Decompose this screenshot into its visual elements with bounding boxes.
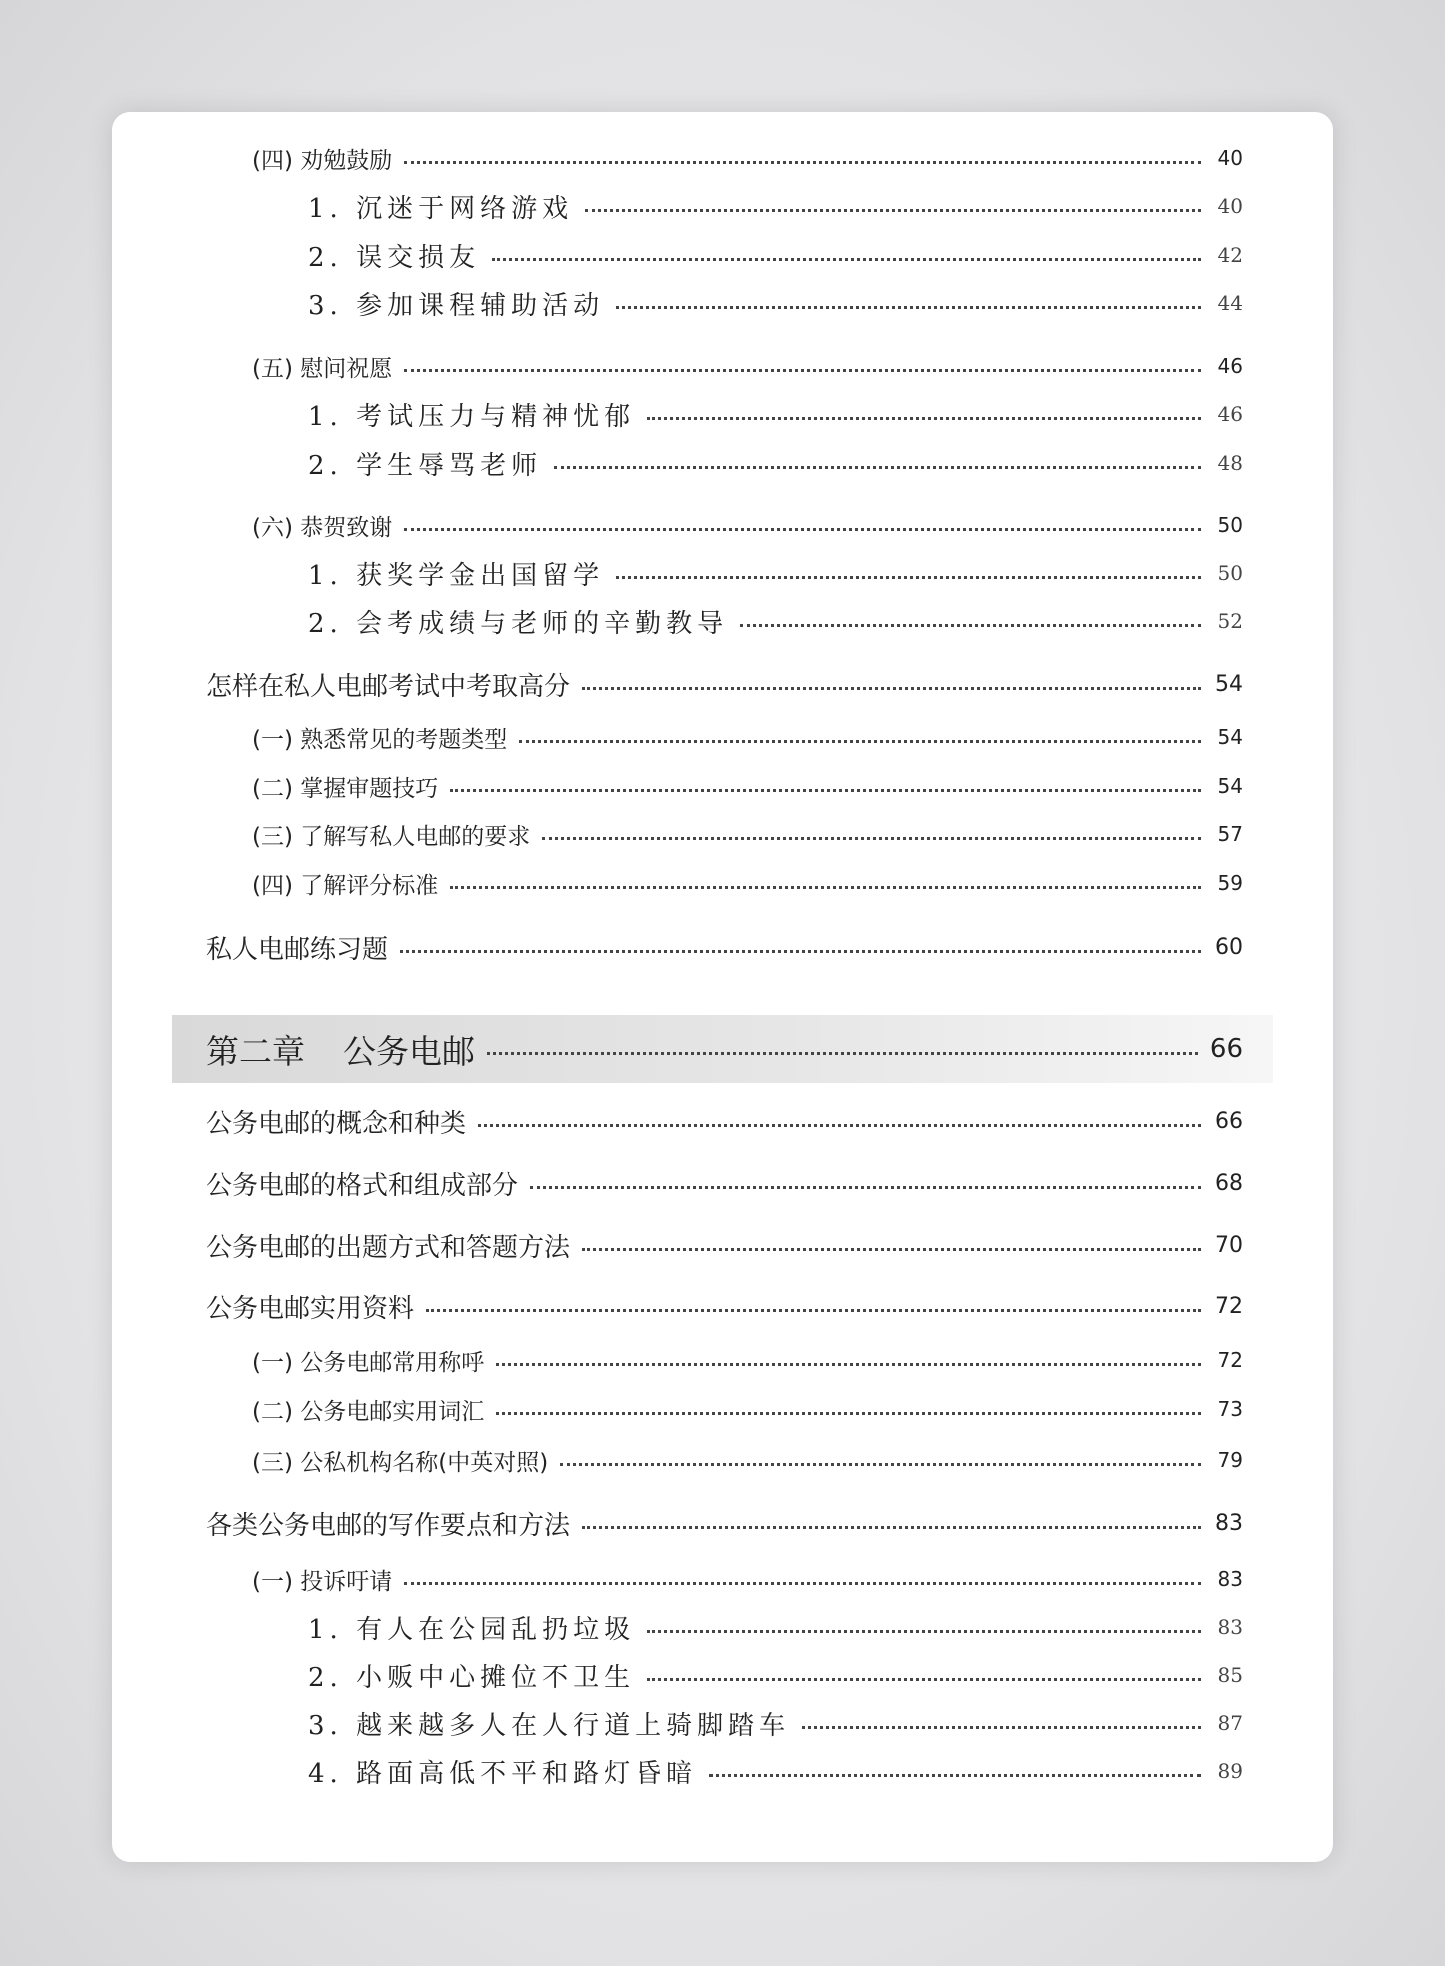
toc-entry-label: (六) 恭贺致谢 <box>252 514 393 541</box>
toc-entry-page: 83 <box>1215 1510 1243 1536</box>
toc-entry-label: 2. 小贩中心摊位不卫生 <box>308 1662 636 1693</box>
toc-entry-label: (二) 掌握审题技巧 <box>252 775 439 802</box>
dot-leader <box>404 528 1201 531</box>
toc-entry[interactable] <box>206 1101 1243 1141</box>
dot-leader <box>647 417 1201 420</box>
toc-entry-page: 72 <box>1215 1293 1243 1319</box>
toc-entry[interactable] <box>252 1391 1243 1427</box>
toc-entry-page: 60 <box>1215 934 1243 960</box>
toc-entry-page: 70 <box>1215 1232 1243 1258</box>
toc-entry[interactable] <box>252 348 1243 384</box>
toc-entry-page: 40 <box>1217 194 1243 218</box>
dot-leader <box>582 687 1201 690</box>
toc-entry-page: 85 <box>1217 1663 1243 1687</box>
toc-entry[interactable] <box>252 865 1243 901</box>
dot-leader <box>404 369 1201 372</box>
toc-entry[interactable] <box>252 1342 1243 1378</box>
dot-leader <box>530 1186 1201 1189</box>
toc-entry-label: 各类公务电邮的写作要点和方法 <box>206 1510 571 1541</box>
toc-entry[interactable] <box>252 1442 1243 1478</box>
dot-leader <box>426 1309 1201 1312</box>
toc-entry-label: 3. 越来越多人在人行道上骑脚踏车 <box>308 1710 791 1741</box>
toc-entry-page: 72 <box>1217 1348 1243 1372</box>
toc-entry-page: 40 <box>1217 146 1243 170</box>
toc-entry-page: 79 <box>1217 1448 1243 1472</box>
toc-entry-page: 48 <box>1217 451 1243 475</box>
dot-leader <box>450 886 1201 889</box>
toc-entry[interactable] <box>252 719 1243 755</box>
toc-entry-label: 4. 路面高低不平和路灯昏暗 <box>308 1758 698 1789</box>
dot-leader <box>616 576 1201 579</box>
toc-entry-label: (四) 了解评分标准 <box>252 872 439 899</box>
toc-entry[interactable] <box>308 283 1243 323</box>
toc-entry-label: 公务电邮的概念和种类 <box>206 1108 467 1139</box>
toc-entry[interactable] <box>308 553 1243 593</box>
toc-entry-page: 54 <box>1215 671 1243 697</box>
toc-entry[interactable] <box>252 507 1243 543</box>
dot-leader <box>560 1463 1201 1466</box>
toc-entry[interactable] <box>308 443 1243 483</box>
dot-leader <box>616 306 1201 309</box>
toc-entry[interactable] <box>308 1607 1243 1647</box>
toc-entry-page: 83 <box>1217 1615 1243 1639</box>
toc-entry[interactable] <box>308 394 1243 434</box>
toc-entry-label: (五) 慰问祝愿 <box>252 355 393 382</box>
dot-leader <box>487 1052 1198 1055</box>
toc-entry-label: 私人电邮练习题 <box>206 934 389 965</box>
dot-leader <box>647 1678 1201 1681</box>
dot-leader <box>404 1582 1201 1585</box>
dot-leader <box>542 837 1201 840</box>
toc-entry-label: 1. 沉迷于网络游戏 <box>308 193 574 224</box>
toc-entry-label: (三) 了解写私人电邮的要求 <box>252 823 531 850</box>
toc-entry[interactable] <box>252 816 1243 852</box>
dot-leader <box>404 161 1201 164</box>
toc-entry[interactable] <box>206 1163 1243 1203</box>
dot-leader <box>585 209 1201 212</box>
toc-entry-label: 公务电邮的格式和组成部分 <box>206 1170 519 1201</box>
toc-entry-page: 68 <box>1215 1170 1243 1196</box>
chapter-label <box>206 1026 475 1073</box>
toc-entry[interactable] <box>206 1225 1243 1265</box>
toc-entry-label: 公务电邮实用资料 <box>206 1293 415 1324</box>
toc-entry-label: 3. 参加课程辅助活动 <box>308 290 605 321</box>
toc-entry-page: 42 <box>1217 243 1243 267</box>
toc-entry-page: 57 <box>1217 822 1243 846</box>
toc-entry-page: 50 <box>1217 561 1243 585</box>
toc-entry-page: 87 <box>1217 1711 1243 1735</box>
toc-entry-label: (一) 熟悉常见的考题类型 <box>252 726 508 753</box>
toc-entry-label: 1. 有人在公园乱扔垃圾 <box>308 1614 636 1645</box>
toc-entry-page: 44 <box>1217 291 1243 315</box>
toc-entry-label: 公务电邮的出题方式和答题方法 <box>206 1232 571 1263</box>
toc-entry-label: 2. 会考成绩与老师的辛勤教导 <box>308 608 729 639</box>
chapter-entry[interactable] <box>206 1023 1243 1075</box>
toc-entry[interactable] <box>308 1703 1243 1743</box>
toc-entry[interactable] <box>308 1751 1243 1791</box>
toc-entry-label: 2. 误交损友 <box>308 242 481 273</box>
dot-leader <box>582 1526 1201 1529</box>
chapter-number: 第二章 <box>206 1031 305 1071</box>
toc-entry-page: 46 <box>1217 354 1243 378</box>
dot-leader <box>709 1774 1201 1777</box>
dot-leader <box>496 1363 1201 1366</box>
toc-entry-page: 54 <box>1217 774 1243 798</box>
toc-entry[interactable] <box>252 1561 1243 1597</box>
toc-entry[interactable] <box>308 601 1243 641</box>
toc-entry-label: 怎样在私人电邮考试中考取高分 <box>206 671 571 702</box>
toc-entry-label: (一) 公务电邮常用称呼 <box>252 1349 485 1376</box>
toc-entry-label: 1. 获奖学金出国留学 <box>308 560 605 591</box>
dot-leader <box>647 1630 1201 1633</box>
toc-entry[interactable] <box>308 1655 1243 1695</box>
toc-entry-label: (二) 公务电邮实用词汇 <box>252 1398 485 1425</box>
toc-entry[interactable] <box>206 664 1243 704</box>
dot-leader <box>450 789 1201 792</box>
toc-entry-page: 52 <box>1217 609 1243 633</box>
dot-leader <box>554 466 1201 469</box>
dot-leader <box>740 624 1201 627</box>
toc-entry-page: 50 <box>1217 513 1243 537</box>
dot-leader <box>496 1412 1201 1415</box>
toc-entry[interactable] <box>206 1503 1243 1543</box>
toc-entry-page: 73 <box>1217 1397 1243 1421</box>
dot-leader <box>582 1248 1201 1251</box>
toc-entry[interactable] <box>308 186 1243 226</box>
dot-leader <box>802 1726 1201 1729</box>
dot-leader <box>478 1124 1201 1127</box>
toc-entry[interactable] <box>206 1286 1243 1326</box>
toc-entry-page: 46 <box>1217 402 1243 426</box>
chapter-page: 66 <box>1209 1034 1243 1064</box>
toc-entry-page: 59 <box>1217 871 1243 895</box>
toc-entry-page: 83 <box>1217 1567 1243 1591</box>
toc-entry[interactable] <box>252 140 1243 176</box>
toc-entry-label: (一) 投诉吁请 <box>252 1568 393 1595</box>
dot-leader <box>492 258 1201 261</box>
toc-entry-label: (三) 公私机构名称(中英对照) <box>252 1449 549 1476</box>
toc-entry-page: 54 <box>1217 725 1243 749</box>
toc-entry-label: (四) 劝勉鼓励 <box>252 147 393 174</box>
toc-entry-label: 1. 考试压力与精神忧郁 <box>308 401 636 432</box>
toc-entry-page: 66 <box>1215 1108 1243 1134</box>
chapter-title: 公务电邮 <box>343 1031 475 1071</box>
dot-leader <box>400 950 1201 953</box>
toc-entry-page: 89 <box>1217 1759 1243 1783</box>
toc-entry[interactable] <box>252 768 1243 804</box>
toc-entry[interactable] <box>308 235 1243 275</box>
toc-page <box>112 112 1333 1862</box>
toc-entry[interactable] <box>206 927 1243 967</box>
toc-entry-label: 2. 学生辱骂老师 <box>308 450 543 481</box>
dot-leader <box>519 740 1201 743</box>
